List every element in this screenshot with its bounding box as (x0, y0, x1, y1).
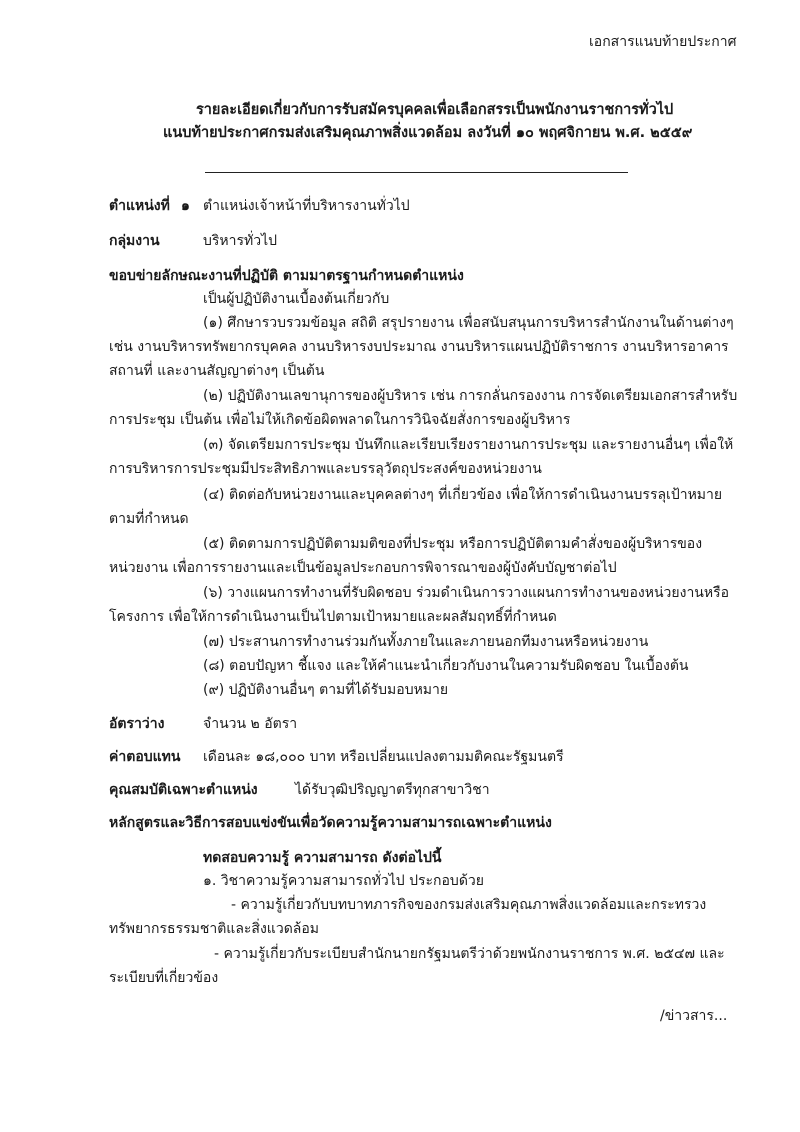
exam-line: ระเบียบที่เกี่ยวข้อง (109, 970, 219, 986)
document-title-line2: แนบท้ายประกาศกรมส่งเสริมคุณภาพสิ่งแวดล้อม ลงวันที่ ๑๐ พฤศจิกายน พ.ศ. ๒๕๕๙ (163, 125, 693, 141)
position-value: ตำแหน่งเจ้าหน้าที่บริหารงานทั่วไป (203, 198, 410, 214)
scope-line: (๑) ศึกษารวบรวมข้อมูล สถิติ สรุปรายงาน เพื่อสนับสนุนการบริหารสำนักงานในด้านต่างๆ (203, 315, 734, 331)
vacancy-label: อัตราว่าง (109, 716, 165, 732)
continuation-note: /ข่าวสาร... (660, 1008, 728, 1024)
exam-line: - ความรู้เกี่ยวกับระเบียบสำนักนายกรัฐมนตรีว่าด้วยพนักงานราชการ พ.ศ. ๒๕๔๗ และ (214, 946, 725, 962)
scope-line: (๔) ติดต่อกับหน่วยงานและบุคคลต่างๆ ที่เกี่ยวข้อง เพื่อให้การดำเนินงานบรรลุเป้าหมาย (203, 487, 723, 503)
salary-label: ค่าตอบแทน (109, 749, 181, 765)
scope-line: สถานที่ และงานสัญญาต่างๆ เป็นต้น (109, 363, 325, 379)
work-group-value: บริหารทั่วไป (203, 233, 278, 249)
scope-line: การประชุม เป็นต้น เพื่อไม่ให้เกิดข้อผิดพลาดในการวินิจฉัยสั่งการของผู้บริหาร (109, 412, 571, 428)
exam-heading: หลักสูตรและวิธีการสอบแข่งขันเพื่อวัดความรู้ความสามารถเฉพาะตำแหน่ง (109, 815, 552, 831)
scope-line: (๘) ตอบปัญหา ชี้แจง และให้คำแนะนำเกี่ยวกับงานในความรับผิดชอบ ในเบื้องต้น (203, 658, 689, 674)
qualification-label: คุณสมบัติเฉพาะตำแหน่ง (109, 782, 258, 798)
title-divider (205, 172, 628, 173)
work-group-label: กลุ่มงาน (109, 233, 160, 249)
exam-line: ทรัพยากรธรรมชาติและสิ่งแวดล้อม (109, 921, 319, 937)
vacancy-value: จำนวน ๒ อัตรา (203, 716, 298, 732)
position-number: ๑ (181, 198, 190, 214)
scope-line: (๕) ติดตามการปฏิบัติตามมติของที่ประชุม หรือการปฏิบัติตามคำสั่งของผู้บริหารของ (203, 536, 703, 552)
scope-line: เช่น งานบริหารทรัพยากรบุคคล งานบริหารงบประมาณ งานบริหารแผนปฏิบัติราชการ งานบริหารอาคาร (109, 339, 729, 355)
position-label: ตำแหน่งที่ (109, 198, 170, 214)
scope-line: การบริหารการประชุมมีประสิทธิภาพและบรรลุวัตถุประสงค์ของหน่วยงาน (109, 461, 542, 477)
scope-line: (๒) ปฏิบัติงานเลขานุการของผู้บริหาร เช่น การกลั่นกรองงาน การจัดเตรียมเอกสารสำหรับ (203, 388, 738, 404)
scope-line: (๙) ปฏิบัติงานอื่นๆ ตามที่ได้รับมอบหมาย (203, 682, 449, 698)
document-title-line1: รายละเอียดเกี่ยวกับการรับสมัครบุคคลเพื่อเลือกสรรเป็นพนักงานราชการทั่วไป (196, 102, 674, 118)
salary-value: เดือนละ ๑๘,๐๐๐ บาท หรือเปลี่ยนแปลงตามมติคณะรัฐมนตรี (203, 749, 564, 765)
exam-line: ๑. วิชาความรู้ความสามารถทั่วไป ประกอบด้วย (203, 873, 484, 889)
scope-line: หน่วยงาน เพื่อการรายงานและเป็นข้อมูลประกอบการพิจารณาของผู้บังคับบัญชาต่อไป (109, 560, 617, 576)
exam-subheading: ทดสอบความรู้ ความสามารถ ดังต่อไปนี้ (203, 850, 442, 866)
scope-intro: เป็นผู้ปฏิบัติงานเบื้องต้นเกี่ยวกับ (203, 291, 390, 307)
scope-line: ตามที่กำหนด (109, 511, 189, 527)
scope-line: (๓) จัดเตรียมการประชุม บันทึกและเรียบเรียงรายงานการประชุม และรายงานอื่นๆ เพื่อให้ (203, 437, 734, 453)
exam-line: - ความรู้เกี่ยวกับบทบาทภารกิจของกรมส่งเสริมคุณภาพสิ่งแวดล้อมและกระทรวง (231, 897, 707, 913)
header-note: เอกสารแนบท้ายประกาศ (589, 34, 737, 50)
scope-line: (๖) วางแผนการทำงานที่รับผิดชอบ ร่วมดำเนินการวางแผนการทำงานของหน่วยงานหรือ (203, 585, 730, 601)
scope-heading: ขอบข่ายลักษณะงานที่ปฏิบัติ ตามมาตรฐานกำหนดตำแหน่ง (109, 268, 464, 284)
scope-line: โครงการ เพื่อให้การดำเนินงานเป็นไปตามเป้าหมายและผลสัมฤทธิ์ที่กำหนด (109, 609, 557, 625)
qualification-value: ได้รับวุฒิปริญญาตรีทุกสาขาวิชา (295, 782, 490, 798)
scope-line: (๗) ประสานการทำงานร่วมกันทั้งภายในและภายนอกทีมงานหรือหน่วยงาน (203, 634, 649, 650)
